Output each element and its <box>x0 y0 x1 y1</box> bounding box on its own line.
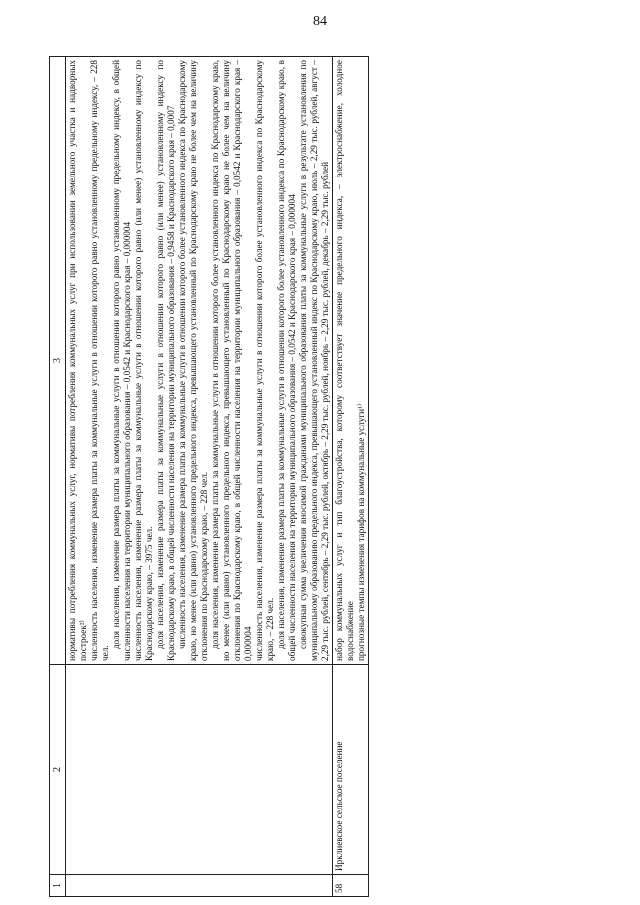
indicator-paragraph: прогнозные темпы изменения тарифов на коммунальные услуги¹⁾ <box>356 403 366 661</box>
indicator-paragraph: доля населения, изменение размера платы за коммунальные услуги в отношении которого равно (или менее) установленному индексу по Краснодарскому краю, в общей численности населения на территории муниципального образования – 0,9458 и Краснодарского края – 0,0007 <box>155 60 176 661</box>
indicator-paragraph: доля населения, изменение размера платы за коммунальные услуги в отношении которого более установленного индекса по Краснодарскому краю, но менее (или равно) установленного предельного индекса, превышающего установленный по Краснодарскому краю не более чем на величину отклонения по Краснодарскому краю, в общей численности населения на территории муниципального образования – 0,0542 и Краснодарского края – 0,000004 <box>210 60 253 661</box>
cell-number <box>66 875 333 897</box>
cell-indicators <box>333 57 369 665</box>
data-table <box>49 56 369 897</box>
rotated-table-container <box>49 57 597 897</box>
cell-municipality: Ирклиевское сельское поселение <box>333 665 369 875</box>
header-col-2: 2 <box>50 665 66 875</box>
table-header-row <box>50 57 66 897</box>
indicator-paragraph: нормативы потребления коммунальных услуг, нормативы потребления коммунальных услуг при использовании земельного участка и надворных построек²⁾ <box>67 60 88 661</box>
table-row-58 <box>333 57 369 897</box>
cell-indicators <box>66 57 333 665</box>
indicator-paragraph: совокупная сумма увеличения вносимой гражданами муниципального образования платы за коммунальные услуги в результате установления по муниципальному образованию предельного индекса, превышающего установленный индекс по Краснодарскому краю, июль – 2,29 тыс. рублей, август – 2,29 тыс. рублей, сентябрь – 2,29 тыс. рублей, октябрь – 2,29 тыс. рублей, ноябрь – 2,29 тыс. рублей, декабрь – 2,29 тыс. рублей <box>298 60 330 661</box>
page-number: 84 <box>313 14 327 29</box>
indicator-paragraph: доля населения, изменение размера платы за коммунальные услуги в отношении которого равно установленному предельному индексу, в общей численности населения на территории муниципального образования – 0,0542 и Краснодарского края – 0,000004 <box>111 60 132 661</box>
indicator-paragraph: доля населения, изменение размера платы за коммунальные услуги в отношении которого более установленного индекса по Краснодарскому краю, в общей численности населения на территории муниципального образования – 0,0542 и Краснодарского края – 0,000004 <box>276 60 297 661</box>
table-row-continuation <box>66 57 333 897</box>
indicator-paragraph: численность населения, изменение размера платы за коммунальные услуги в отношении которого равно установленному предельному индексу, – 228 чел. <box>89 60 110 661</box>
cell-number: 58 <box>333 875 369 897</box>
header-col-3: 3 <box>50 57 66 665</box>
cell-municipality <box>66 665 333 875</box>
header-col-1: 1 <box>50 875 66 897</box>
indicator-paragraph: численность населения, изменение размера платы за коммунальные услуги в отношении которого равно (или менее) установленному индексу по Краснодарскому краю, – 3975 чел. <box>133 60 154 661</box>
indicator-paragraph: численность населения, изменение размера платы за коммунальные услуги в отношении которого более установленного индекса по Краснодарскому краю, но менее (или равно) установленного предельного индекса, превышающего установленный по Краснодарскому краю не более чем на величину отклонения по Краснодарскому краю, – 228 чел. <box>177 60 209 661</box>
indicator-paragraph: численность населения, изменение размера платы за коммунальные услуги в отношении которого более установленного индекса по Краснодарскому краю, – 228 чел. <box>254 60 275 661</box>
indicator-paragraph: набор коммунальных услуг и тип благоустройства, которому соответствует значение предельного индекса, – электроснабжение, холодное водоснабжение <box>334 60 355 661</box>
